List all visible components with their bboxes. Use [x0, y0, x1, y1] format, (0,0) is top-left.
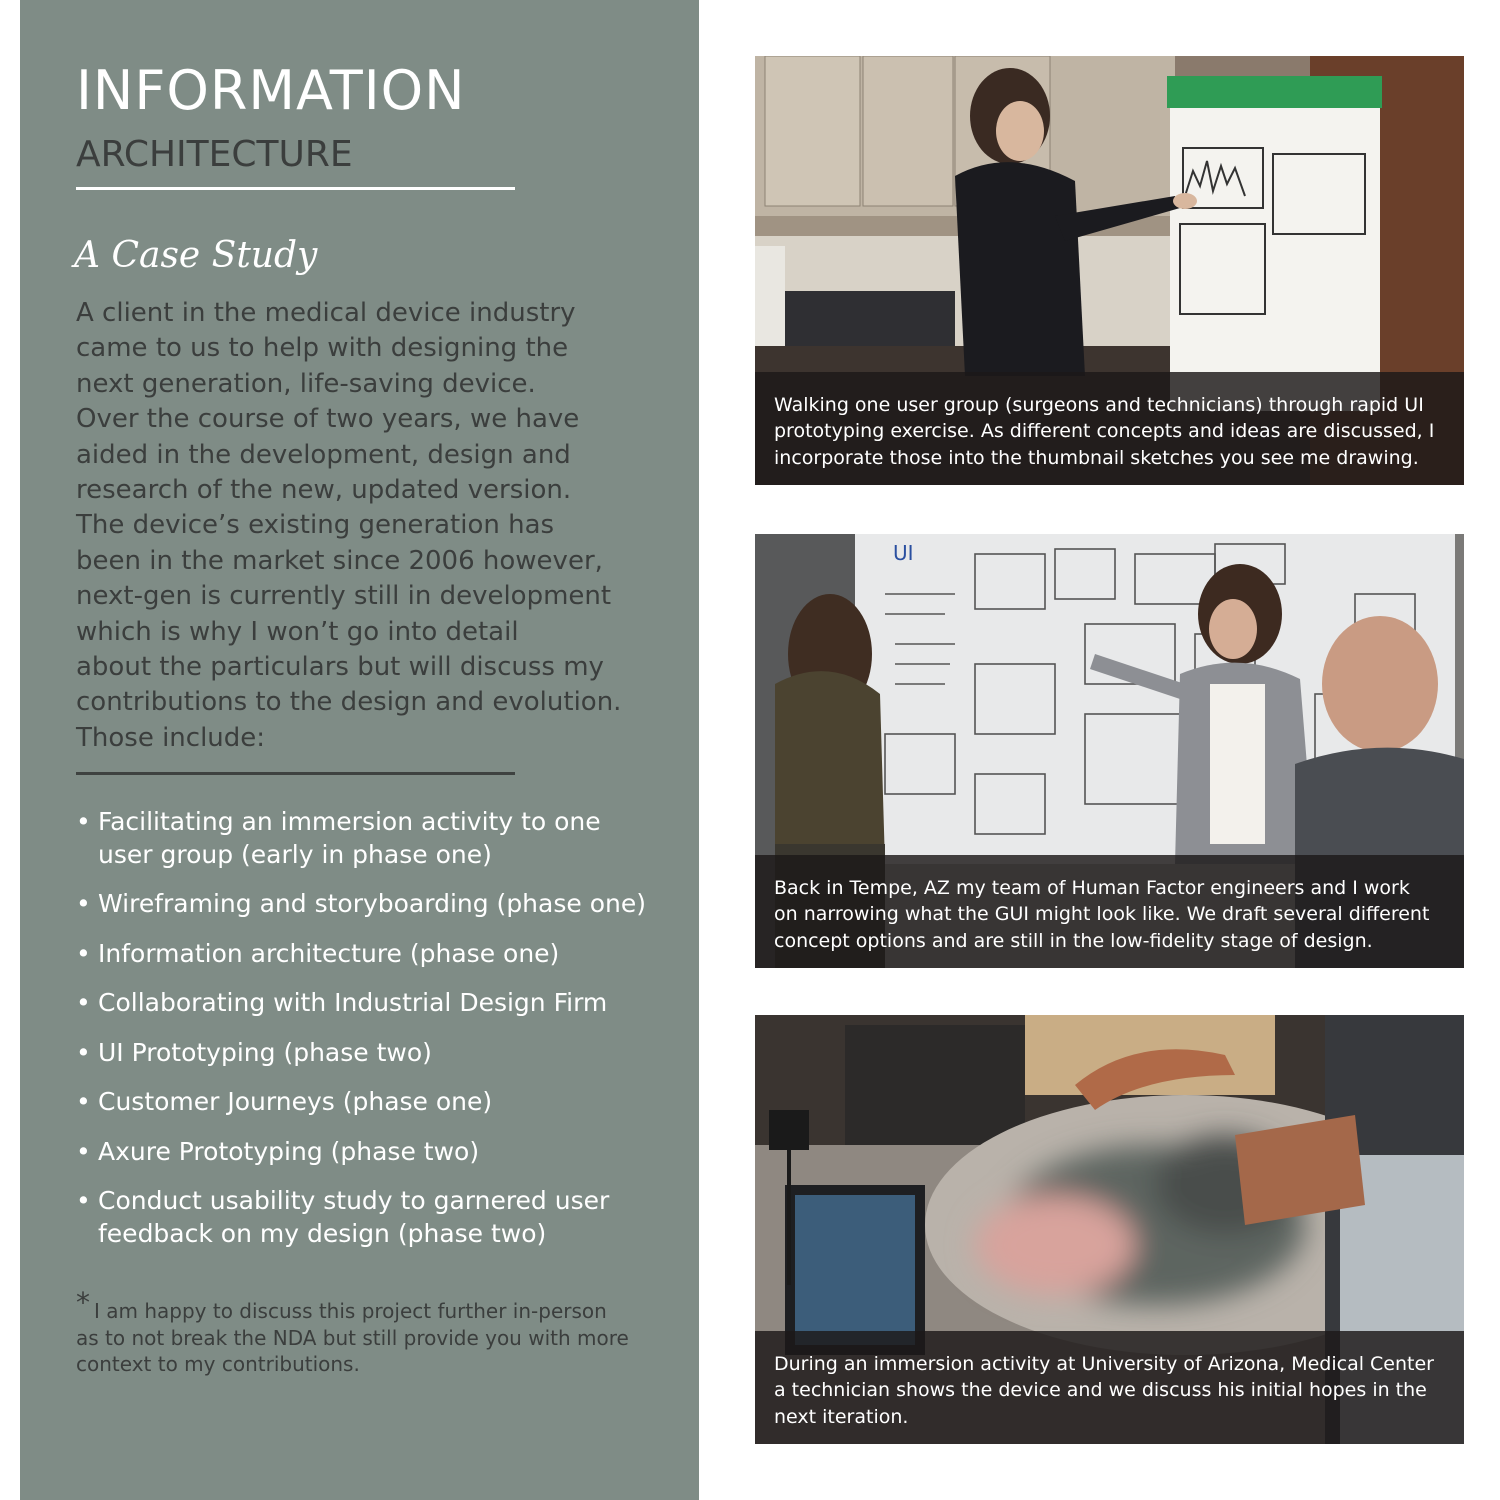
bullet-icon: • [76, 1087, 91, 1116]
intro-line: about the particulars but will discuss my [76, 652, 604, 683]
list-item-text [98, 1135, 658, 1168]
nda-footnote [76, 1286, 676, 1378]
intro-line: came to us to help with designing the [76, 333, 569, 364]
intro-paragraph [76, 296, 676, 756]
list-item-line: Information architecture (phase one) [98, 939, 560, 968]
list-item-line: Collaborating with Industrial Design Firm [98, 988, 608, 1017]
intro-line: which is why I won’t go into detail [76, 616, 519, 647]
photo-card-immersion [755, 1015, 1464, 1444]
bullet-icon: • [76, 988, 91, 1017]
bullet-icon: • [76, 939, 91, 968]
bullet-icon: • [76, 1137, 91, 1166]
photo-card-whiteboard [755, 534, 1464, 968]
list-item-text [98, 887, 658, 920]
caption-line: a technician shows the device and we discuss his initial hopes in the [774, 1379, 1427, 1402]
intro-line: A client in the medical device industry [76, 298, 576, 328]
list-item-line: feedback on my design (phase two) [98, 1219, 547, 1248]
page-subtitle: ARCHITECTURE [76, 134, 353, 175]
caption-line: Back in Tempe, AZ my team of Human Factor engineers and I work [774, 876, 1410, 899]
intro-line: next-gen is currently still in development [76, 581, 612, 612]
intro-line: aided in the development, design and [76, 439, 571, 470]
bullet-icon: • [76, 1186, 91, 1215]
caption-line: on narrowing what the GUI might look like. We draft several different [774, 903, 1430, 926]
intro-line: Over the course of two years, we have [76, 404, 580, 435]
list-item-line: Facilitating an immersion activity to one [98, 807, 601, 836]
footnote-line: I am happy to discuss this project further in-person [94, 1299, 607, 1323]
list-item-text [98, 986, 658, 1019]
list-item-text [98, 805, 658, 871]
caption-line: prototyping exercise. As different concepts and ideas are discussed, I [774, 420, 1435, 443]
list-item-line: Conduct usability study to garnered user [98, 1186, 610, 1215]
footnote-first-line [76, 1286, 676, 1325]
bullet-icon: • [76, 807, 91, 836]
intro-line: contributions to the design and evolution. [76, 687, 622, 718]
list-item-line: UI Prototyping (phase two) [98, 1038, 432, 1067]
intro-line: research of the new, updated version. [76, 475, 572, 506]
intro-line: Those include: [76, 722, 266, 753]
footnote-line: context to my contributions. [76, 1352, 360, 1376]
bullet-icon: • [76, 889, 91, 918]
list-item-text [98, 1036, 658, 1069]
photo-card-prototyping [755, 56, 1464, 485]
bullet-icon: • [76, 1038, 91, 1067]
title-divider [76, 187, 515, 190]
footnote-line: as to not break the NDA but still provide you with more [76, 1325, 629, 1350]
caption-line: next iteration. [774, 1405, 909, 1428]
list-item-line: Customer Journeys (phase one) [98, 1087, 493, 1116]
list-item-text [98, 937, 658, 970]
caption-line: Walking one user group (surgeons and technicians) through rapid UI [774, 393, 1424, 416]
caption-line: During an immersion activity at University of Arizona, Medical Center [774, 1352, 1434, 1375]
intro-line: The device’s existing generation has [76, 510, 555, 541]
caption-line: incorporate those into the thumbnail sketches you see me drawing. [774, 446, 1419, 469]
list-item-line: user group (early in phase one) [98, 840, 492, 869]
page-title: INFORMATION [76, 59, 466, 122]
photo-caption [755, 372, 1464, 485]
case-study-heading: A Case Study [74, 235, 318, 276]
list-item-line: Axure Prototyping (phase two) [98, 1137, 480, 1166]
photo-caption [755, 1331, 1464, 1444]
case-study-sidebar [20, 0, 699, 1500]
list-item-text [98, 1085, 658, 1118]
svg-text:UI: UI [893, 541, 914, 565]
photo-caption [755, 855, 1464, 968]
asterisk-icon: * [76, 1286, 90, 1319]
section-divider [76, 772, 515, 775]
list-item-line: Wireframing and storyboarding (phase one) [98, 889, 646, 918]
intro-line: next generation, life-saving device. [76, 368, 536, 399]
intro-line: been in the market since 2006 however, [76, 545, 603, 576]
caption-line: concept options and are still in the low-fidelity stage of design. [774, 929, 1373, 952]
list-item-text [98, 1184, 658, 1250]
